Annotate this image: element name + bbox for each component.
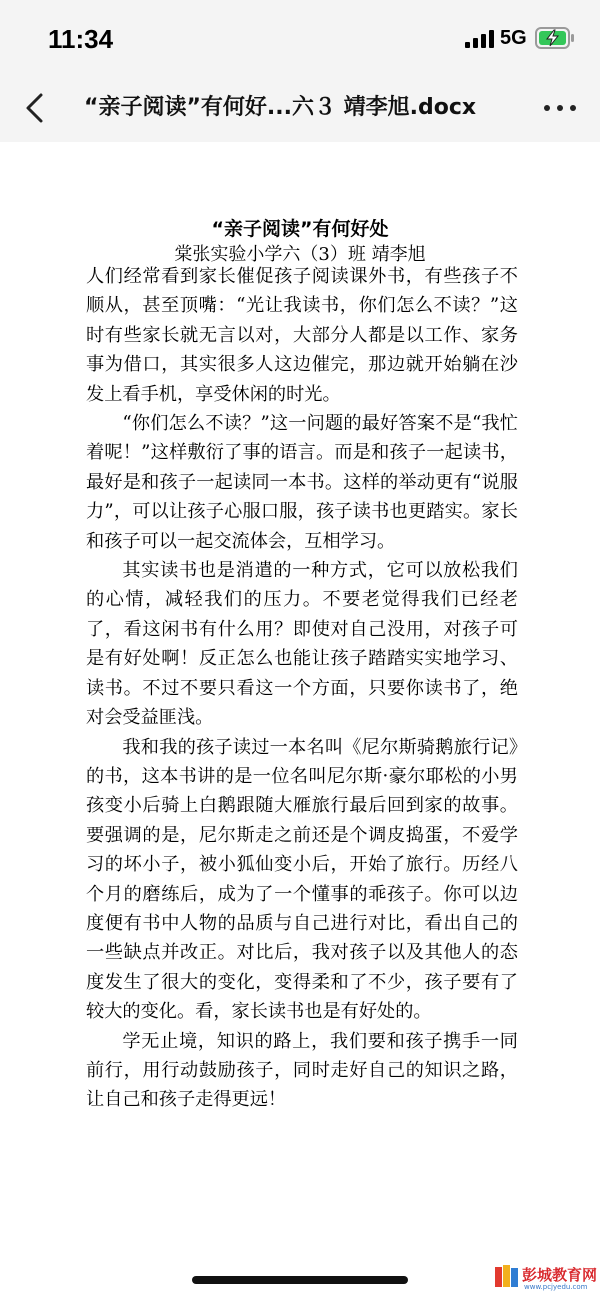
- watermark-name: 彭城教育网: [522, 1266, 598, 1284]
- paragraph: 人们经常看到家长催促孩子阅读课外书，有些孩子不顺从，甚至顶嘴：“光让我读书，你们怎么不读？”这时有些家长就无言以对，大部分人都是以工作、家务事为借口，其实很多人这边催完，那边就开始躺在沙发上看手机，享受休闲的时光。: [86, 266, 518, 405]
- title-bar: [0, 72, 600, 142]
- network-label: 5G: [500, 27, 527, 49]
- book-logo-icon: [494, 1264, 520, 1290]
- paragraph: 其实读书也是消遣的一种方式，它可以放松我们的心情，减轻我们的压力。不要老觉得我们已经老了，看这闲书有什么用？即使对自己没用，对孩子可是有好处啊！反正怎么也能让孩子踏踏实实地学习、读书。不过不要只看这一个方面，只要你读书了，绝对会受益匪浅。: [86, 560, 518, 729]
- battery-charging-icon: [535, 27, 575, 49]
- status-bar: [0, 0, 600, 72]
- document-heading: “亲子阅读”有何好处: [211, 218, 389, 240]
- status-time: 11:34: [48, 24, 114, 54]
- back-button[interactable]: [14, 86, 54, 130]
- paragraph: 我和我的孩子读过一本名叫《尼尔斯骑鹅旅行记》的书，这本书讲的是一位名叫尼尔斯·豪尔耶松的小男孩变小后骑上白鹅跟随大雁旅行最后回到家的故事。要强调的是，尼尔斯走之前还是个调皮捣蛋，不爱学习的坏小子，被小狐仙变小后，开始了旅行。历经八个月的磨练后，成为了一个懂事的乖孩子。你可以边度便有书中人物的品质与自己进行对比，看出自己的一些缺点并改正。对比后，我对孩子以及其他人的态度发生了很大的变化，变得柔和了不少，孩子要有了较大的变化。看，家长读书也是有好处的。: [86, 736, 518, 1023]
- watermark-url: www.pcjyedu.com: [524, 1283, 588, 1291]
- document-author: 棠张实验小学六（3）班 靖李旭: [174, 244, 426, 265]
- document-title: “亲子阅读”有何好...六３ 靖李旭.docx: [84, 95, 477, 120]
- chevron-left-icon: [23, 92, 45, 124]
- home-indicator[interactable]: [192, 1276, 408, 1284]
- paragraph: 学无止境，知识的路上，我们要和孩子携手一同前行，用行动鼓励孩子，同时走好自己的知识之路，让自己和孩子走得更远！: [86, 1030, 518, 1111]
- paragraph: “你们怎么不读？”这一问题的最好答案不是“我忙着呢！”这样敷衍了事的语言。而是和孩子一起读书，最好是和孩子一起读同一本书。这样的举动更有“说服力”，可以让孩子心服口服，孩子读书也更踏实。家长和孩子可以一起交流体会，互相学习。: [86, 413, 518, 552]
- watermark: [494, 1262, 598, 1296]
- signal-bars-icon: [465, 30, 495, 48]
- document-page[interactable]: [0, 142, 600, 1298]
- document-body: [86, 262, 518, 1115]
- more-options-button[interactable]: [538, 94, 582, 122]
- more-horizontal-icon: [544, 105, 550, 111]
